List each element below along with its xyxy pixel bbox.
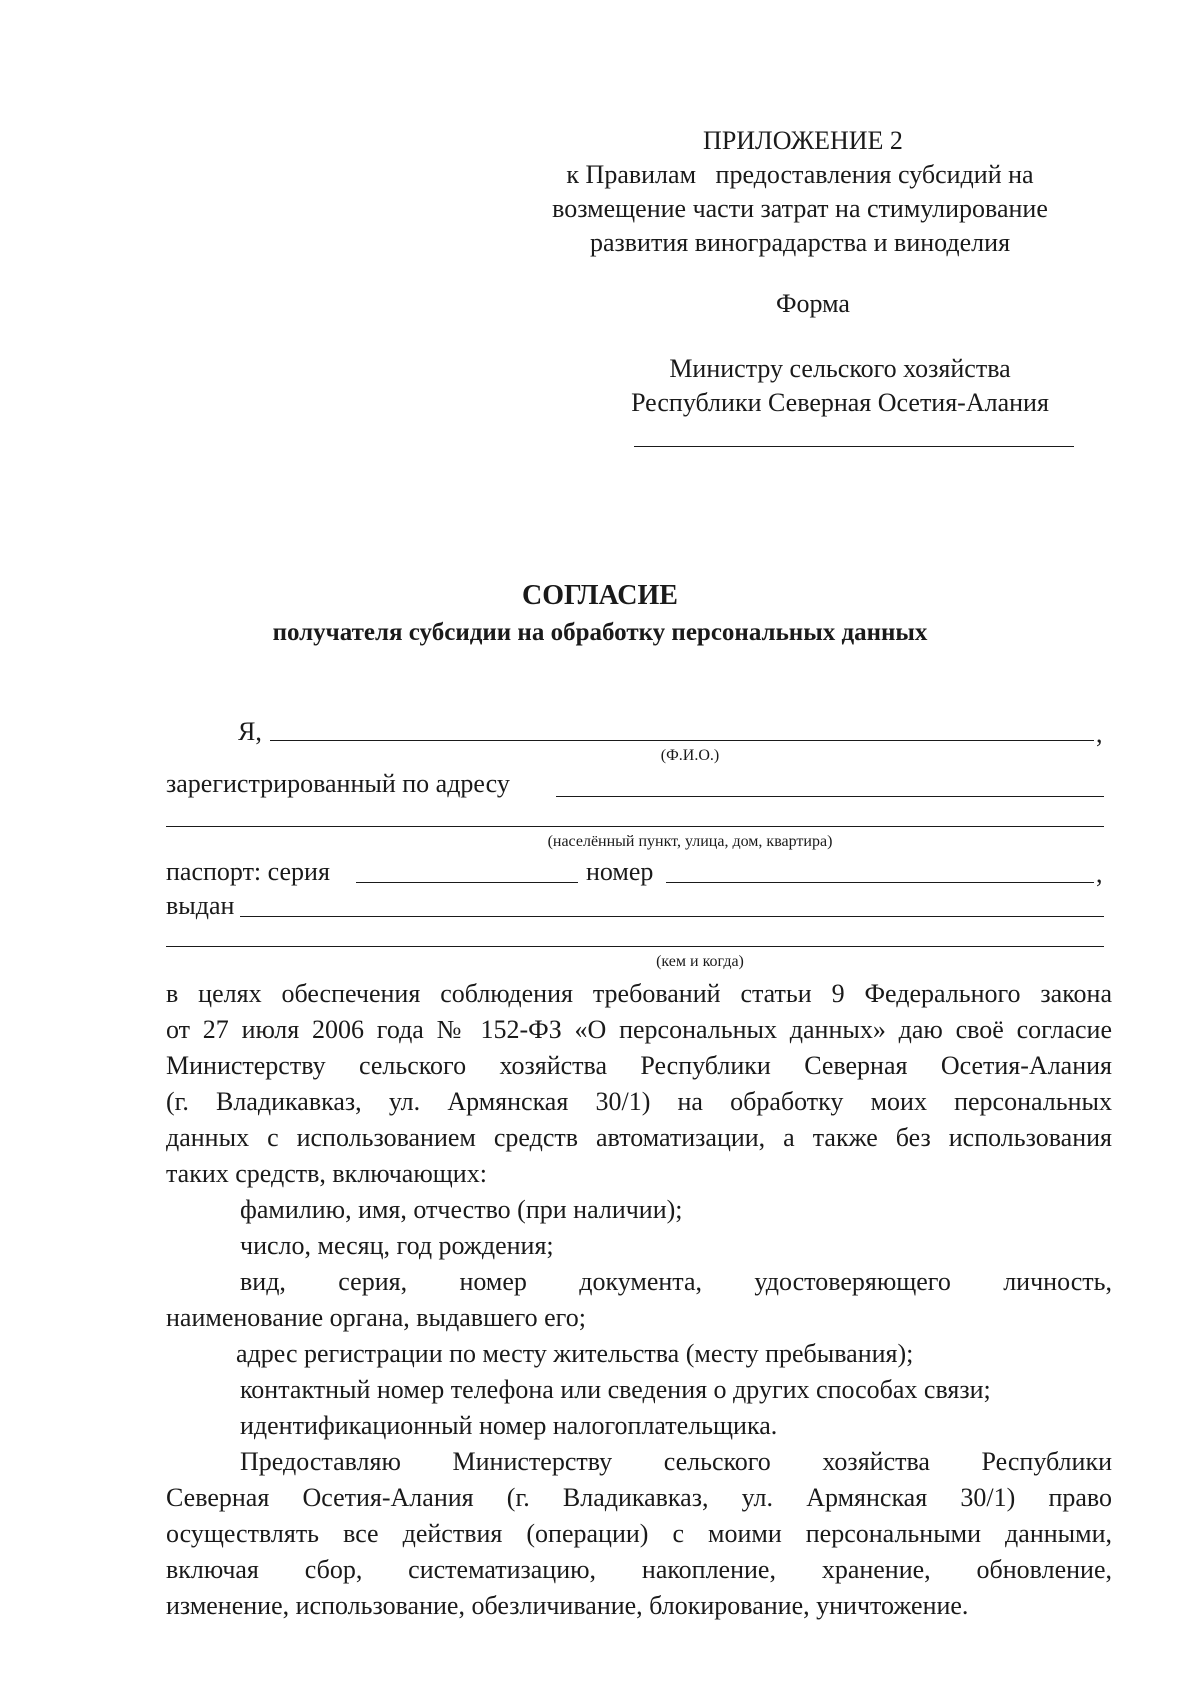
passport-comma: , bbox=[1096, 859, 1103, 888]
i-label: Я, bbox=[238, 717, 262, 746]
body-p1-line-4: (г. Владикавказ, ул. Армянская 30/1) на обработку моих персональных bbox=[166, 1087, 1112, 1116]
list-item-2: число, месяц, год рождения; bbox=[240, 1231, 554, 1260]
list-item-4: адрес регистрации по месту жительства (месту пребывания); bbox=[236, 1339, 914, 1368]
form-label: Форма bbox=[776, 289, 850, 318]
addressee-block bbox=[580, 352, 1100, 420]
body-p2-line-1: Предоставляю Министерству сельского хозяйства Республики bbox=[240, 1447, 1112, 1476]
body-p1-line-5: данных с использованием средств автоматизации, а также без использования bbox=[166, 1123, 1112, 1152]
appendix-line-2: возмещение части затрат на стимулирование bbox=[552, 194, 1048, 223]
passport-series-field[interactable] bbox=[356, 882, 578, 883]
passport-number-field[interactable] bbox=[666, 882, 1094, 883]
body-p2-line-3: осуществлять все действия (операции) с моими персональными данными, bbox=[166, 1519, 1112, 1548]
fio-caption: (Ф.И.О.) bbox=[660, 747, 720, 764]
address-field-line[interactable] bbox=[556, 796, 1104, 797]
list-item-1: фамилию, имя, отчество (при наличии); bbox=[240, 1195, 683, 1224]
body-p2-line-5: изменение, использование, обезличивание, блокирование, уничтожение. bbox=[166, 1591, 969, 1620]
body-p1-line-6: таких средств, включающих: bbox=[166, 1159, 487, 1188]
body-p1-line-1: в целях обеспечения соблюдения требований статьи 9 Федерального закона bbox=[166, 979, 1112, 1008]
addressee-line-2: Республики Северная Осетия-Алания bbox=[631, 388, 1049, 417]
issued-field-line-2[interactable] bbox=[166, 946, 1104, 947]
document-subtitle: получателя субсидии на обработку персональных данных bbox=[272, 619, 928, 646]
address-label: зарегистрированный по адресу bbox=[166, 769, 510, 798]
issued-caption: (кем и когда) bbox=[656, 953, 744, 970]
passport-series-label: паспорт: серия bbox=[166, 857, 330, 886]
issued-field-line[interactable] bbox=[240, 916, 1104, 917]
passport-number-label: номер bbox=[586, 857, 654, 886]
address-field-line-2[interactable] bbox=[166, 826, 1104, 827]
list-item-3-line-2: наименование органа, выдавшего его; bbox=[166, 1303, 586, 1332]
list-item-3-line-1: вид, серия, номер документа, удостоверяющего личность, bbox=[240, 1267, 1112, 1296]
body-p1-line-2: от 27 июля 2006 года № 152-ФЗ «О персональных данных» даю своё согласие bbox=[166, 1015, 1112, 1044]
list-item-5: контактный номер телефона или сведения о других способах связи; bbox=[240, 1375, 991, 1404]
body-p1-line-3: Министерству сельского хозяйства Республики Северная Осетия-Алания bbox=[166, 1051, 1112, 1080]
appendix-block bbox=[520, 124, 1080, 260]
address-caption: (населённый пункт, улица, дом, квартира) bbox=[547, 833, 833, 850]
body-p2-line-4: включая сбор, систематизацию, накопление, хранение, обновление, bbox=[166, 1555, 1112, 1584]
addressee-signature-line bbox=[634, 446, 1074, 447]
list-item-6: идентификационный номер налогоплательщика. bbox=[240, 1411, 778, 1440]
appendix-title: ПРИЛОЖЕНИЕ 2 bbox=[703, 126, 903, 155]
appendix-line-1: к Правилам предоставления субсидий на bbox=[566, 160, 1034, 189]
document-title: СОГЛАСИЕ bbox=[522, 580, 678, 611]
issued-label: выдан bbox=[166, 891, 235, 920]
appendix-line-3: развития виноградарства и виноделия bbox=[589, 228, 1011, 257]
fio-field-line[interactable] bbox=[270, 740, 1094, 741]
body-p2-line-2: Северная Осетия-Алания (г. Владикавказ, ул. Армянская 30/1) право bbox=[166, 1483, 1112, 1512]
addressee-line-1: Министру сельского хозяйства bbox=[669, 354, 1011, 383]
fio-comma: , bbox=[1096, 719, 1103, 748]
